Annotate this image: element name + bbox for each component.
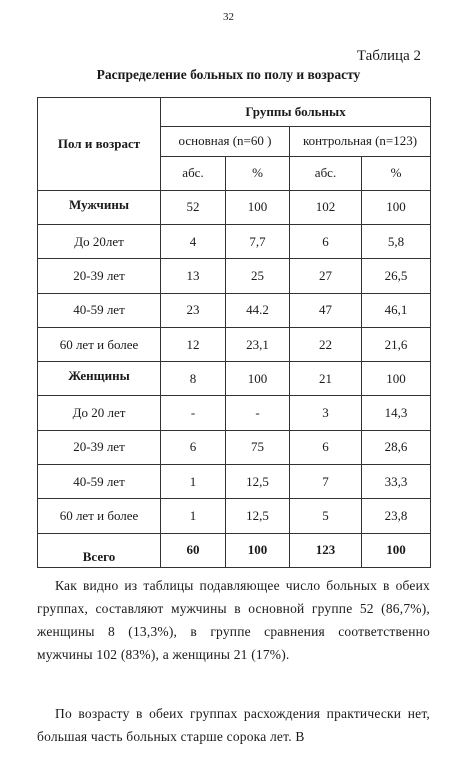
table-cell: 60 bbox=[161, 533, 226, 567]
table-header-row bbox=[38, 98, 431, 127]
header-abs: абс. bbox=[161, 156, 226, 190]
table-cell: 12,5 bbox=[226, 499, 290, 533]
table-row bbox=[38, 499, 431, 533]
table-cell: 33,3 bbox=[362, 465, 431, 499]
table-cell: 23 bbox=[161, 293, 226, 327]
table-cell: 1 bbox=[161, 499, 226, 533]
row-label: До 20лет bbox=[38, 225, 161, 259]
table-cell: 26,5 bbox=[362, 259, 431, 293]
table-row bbox=[38, 225, 431, 259]
table-row bbox=[38, 327, 431, 361]
table-cell: 27 bbox=[290, 259, 362, 293]
table-row bbox=[38, 190, 431, 224]
paragraph: По возрасту в обеих группах расхождения практически нет, большая часть больных старше сорока лет. В bbox=[37, 706, 430, 744]
row-label: 60 лет и более bbox=[38, 327, 161, 361]
table-cell: 6 bbox=[290, 225, 362, 259]
table-cell: 7,7 bbox=[226, 225, 290, 259]
table-cell: 5 bbox=[290, 499, 362, 533]
table-row bbox=[38, 430, 431, 464]
table-cell: 22 bbox=[290, 327, 362, 361]
table-cell: 12 bbox=[161, 327, 226, 361]
table-cell: 47 bbox=[290, 293, 362, 327]
row-label: 20-39 лет bbox=[38, 259, 161, 293]
table-cell: 6 bbox=[290, 430, 362, 464]
table-cell: 1 bbox=[161, 465, 226, 499]
table-cell: 7 bbox=[290, 465, 362, 499]
table-cell: 25 bbox=[226, 259, 290, 293]
table-row bbox=[38, 396, 431, 430]
row-label: 60 лет и более bbox=[38, 499, 161, 533]
header-abs: абс. bbox=[290, 156, 362, 190]
header-pct: % bbox=[226, 156, 290, 190]
table-cell: - bbox=[161, 396, 226, 430]
table-row bbox=[38, 362, 431, 396]
table-cell: 100 bbox=[226, 533, 290, 567]
table-row bbox=[38, 259, 431, 293]
header-group-control: контрольная (n=123) bbox=[290, 126, 431, 156]
page-number: 32 bbox=[223, 11, 234, 23]
table-cell: 100 bbox=[362, 362, 431, 396]
paragraph: Как видно из таблицы подавляющее число больных в обеих группах, составляют мужчины в основной группе 52 (86,7%), женщины 8 (13,3%), в группе сравнения соответственно мужчины 102 (83%), а женщины 21 (17%). bbox=[37, 578, 430, 662]
row-label: 40-59 лет bbox=[38, 465, 161, 499]
table-cell: - bbox=[226, 396, 290, 430]
header-pct: % bbox=[362, 156, 431, 190]
table-cell: 5,8 bbox=[362, 225, 431, 259]
table-body bbox=[38, 190, 431, 567]
row-label: До 20 лет bbox=[38, 396, 161, 430]
table-cell: 3 bbox=[290, 396, 362, 430]
table-cell: 4 bbox=[161, 225, 226, 259]
table-cell: 46,1 bbox=[362, 293, 431, 327]
row-label: 20-39 лет bbox=[38, 430, 161, 464]
table-cell: 6 bbox=[161, 430, 226, 464]
row-label: 40-59 лет bbox=[38, 293, 161, 327]
table-cell: 13 bbox=[161, 259, 226, 293]
header-group-main: основная (n=60 ) bbox=[161, 126, 290, 156]
table-cell: 100 bbox=[226, 190, 290, 224]
table-row bbox=[38, 533, 431, 567]
table-cell: 52 bbox=[161, 190, 226, 224]
header-groups: Группы больных bbox=[161, 98, 431, 127]
table-cell: 100 bbox=[226, 362, 290, 396]
table-cell: 8 bbox=[161, 362, 226, 396]
table-cell: 102 bbox=[290, 190, 362, 224]
header-sex-age: Пол и возраст bbox=[38, 98, 161, 191]
table-row bbox=[38, 465, 431, 499]
table-row bbox=[38, 293, 431, 327]
table-cell: 44.2 bbox=[226, 293, 290, 327]
table-cell: 123 bbox=[290, 533, 362, 567]
row-label: Женщины bbox=[38, 362, 161, 396]
table-cell: 21,6 bbox=[362, 327, 431, 361]
table-label: Таблица 2 bbox=[356, 48, 421, 64]
table-cell: 21 bbox=[290, 362, 362, 396]
table-title: Распределение больных по полу и возрасту bbox=[96, 67, 361, 82]
row-label: Мужчины bbox=[38, 190, 161, 224]
table-cell: 100 bbox=[362, 190, 431, 224]
table-cell: 23,1 bbox=[226, 327, 290, 361]
table-cell: 12,5 bbox=[226, 465, 290, 499]
table-cell: 14,3 bbox=[362, 396, 431, 430]
table-cell: 75 bbox=[226, 430, 290, 464]
table-cell: 23,8 bbox=[362, 499, 431, 533]
table-cell: 100 bbox=[362, 533, 431, 567]
row-label: Всего bbox=[38, 533, 161, 567]
distribution-table bbox=[37, 97, 431, 568]
table-cell: 28,6 bbox=[362, 430, 431, 464]
